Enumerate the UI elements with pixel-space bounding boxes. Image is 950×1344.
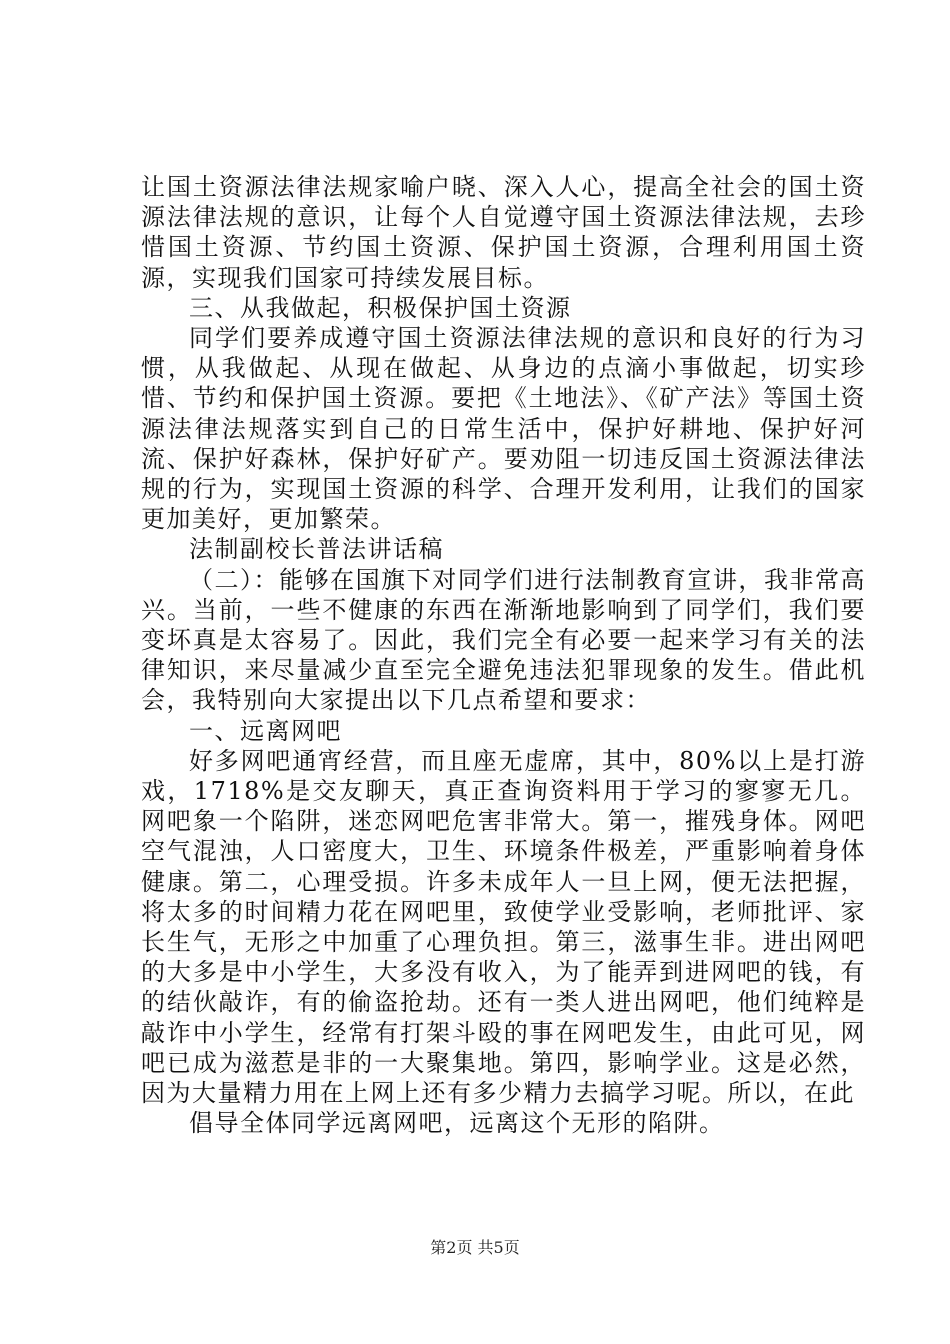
document-body: [141, 172, 866, 1139]
paragraph-call-to-action: 倡导全体同学远离网吧，远离这个无形的陷阱。: [189, 1109, 725, 1138]
page-number-footer: 第2页 共5页: [430, 1238, 520, 1257]
paragraph-speech-intro: （二）：能够在国旗下对同学们进行法制教育宣讲，我非常高兴。当前，一些不健康的东西在渐渐地影响到了同学们，我们要变坏真是太容易了。因此，我们完全有必要一起来学习有关的法律知识，来尽量减少直至完全避免违法犯罪现象的发生。借此机会，我特别向大家提出以下几点希望和要求：: [141, 565, 866, 715]
section-heading-internet-cafe: 一、远离网吧: [189, 716, 342, 745]
section-heading-protect-resources: 三、从我做起，积极保护国土资源: [189, 293, 572, 322]
paragraph-students-habits: 同学们要养成遵守国土资源法律法规的意识和良好的行为习惯，从我做起、从现在做起、从身边的点滴小事做起，切实珍惜、节约和保护国土资源。要把《土地法》、《矿产法》等国土资源法律法规落实到自己的日常生活中，保护好耕地、保护好河流、保护好森林，保护好矿产。要劝阻一切违反国土资源法律法规的行为，实现国土资源的科学、合理开发利用，让我们的国家更加美好，更加繁荣。: [141, 324, 866, 534]
speech-title: 法制副校长普法讲话稿: [189, 535, 444, 564]
paragraph-land-resources-awareness: 让国土资源法律法规家喻户晓、深入人心，提高全社会的国土资源法律法规的意识，让每个人自觉遵守国土资源法律法规，去珍惜国土资源、节约国土资源、保护国土资源，合理利用国土资源，实现我们国家可持续发展目标。: [141, 173, 866, 292]
paragraph-internet-cafe-harms: 好多网吧通宵经营，而且座无虚席，其中，80%以上是打游戏，1718%是交友聊天，真正查询资料用于学习的寥寥无几。网吧象一个陷阱，迷恋网吧危害非常大。第一，摧残身体。网吧空气混浊，人口密度大，卫生、环境条件极差，严重影响着身体健康。第二，心理受损。许多未成年人一旦上网，便无法把握，将太多的时间精力花在网吧里，致使学业受影响，老师批评、家长生气，无形之中加重了心理负担。第三，滋事生非。进出网吧的大多是中小学生，大多没有收入，为了能弄到进网吧的钱，有的结伙敲诈，有的偷盗抢劫。还有一类人进出网吧，他们纯粹是敲诈中小学生，经常有打架斗殴的事在网吧发生，由此可见，网吧已成为滋惹是非的一大聚集地。第四，影响学业。这是必然，因为大量精力用在上网上还有多少精力去搞学习呢。所以，在此: [141, 746, 866, 1108]
